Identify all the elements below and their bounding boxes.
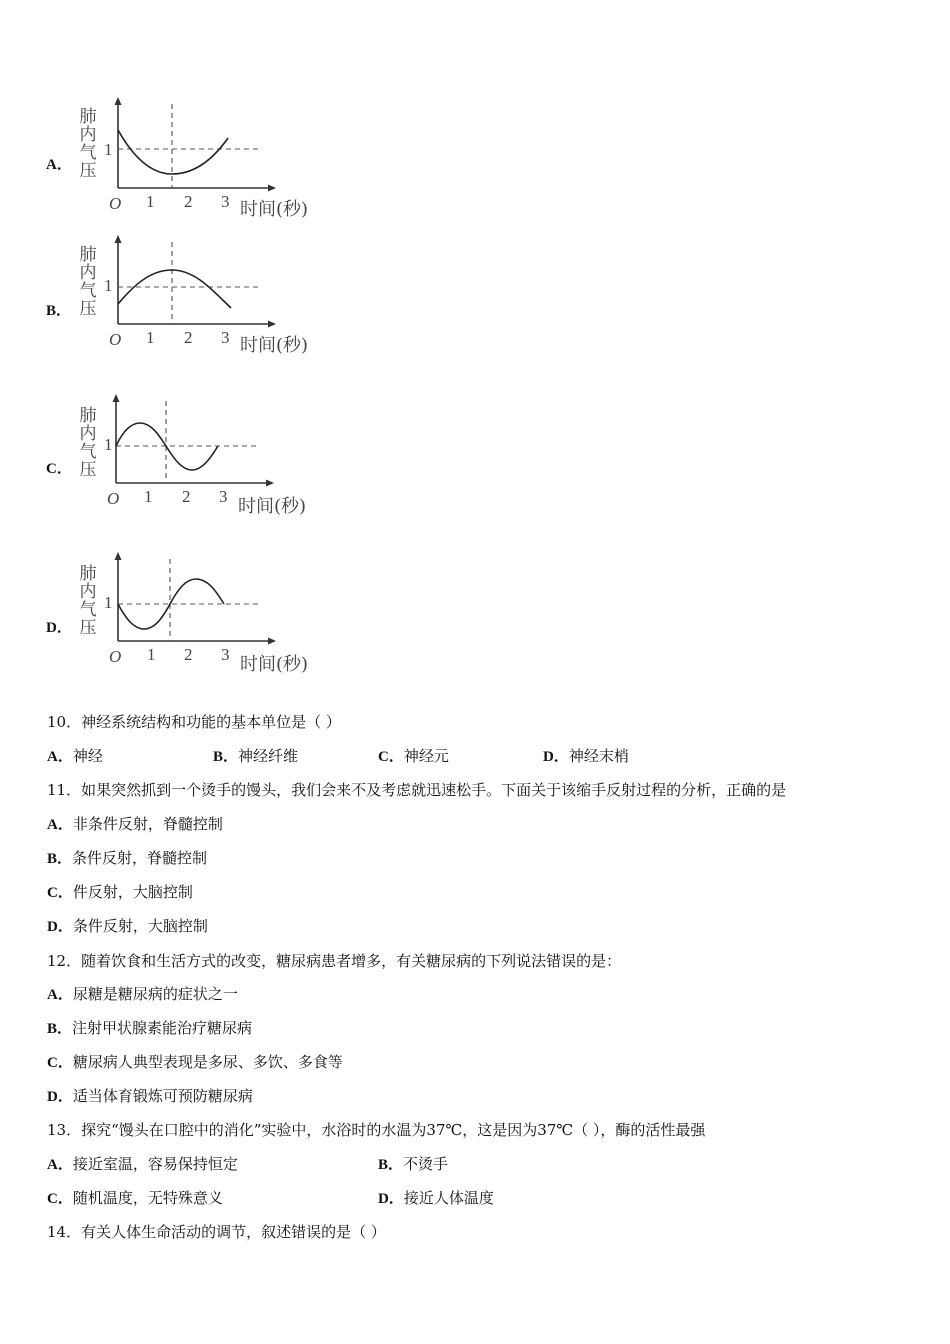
q10-option-c[interactable]: C．神经元 [378, 747, 449, 765]
y-axis-label: 肺 内 气 压 [79, 406, 97, 480]
option-letter: D． [46, 620, 72, 636]
x-tick-label: 3 [221, 328, 230, 347]
q12-option-b[interactable]: B．注射甲状腺素能治疗糖尿病 [47, 1019, 253, 1037]
q10-option-b[interactable]: B．神经纤维 [213, 747, 299, 765]
origin-label: O [107, 489, 120, 508]
q13-option-d[interactable]: D．接近人体温度 [378, 1189, 494, 1207]
origin-label: O [109, 647, 122, 666]
graph-plot [76, 551, 326, 651]
q11-option-b[interactable]: B．条件反射，脊髓控制 [47, 849, 208, 867]
graph-plot [76, 393, 326, 493]
pressure-graph [76, 234, 326, 356]
origin-label: O [109, 194, 122, 213]
y-tick-label: 1 [104, 140, 113, 159]
question-10-stem: 10．神经系统结构和功能的基本单位是（ ） [47, 713, 341, 731]
pressure-graph [76, 551, 326, 673]
y-axis-label: 肺 内 气 压 [79, 107, 97, 181]
question-13-stem: 13．探究“馒头在口腔中的消化”实验中，水浴时的水温为37℃，这是因为37℃（ ），酶的活性最强 [47, 1121, 706, 1139]
option-letter: C． [46, 461, 72, 477]
q10-option-d[interactable]: D．神经末梢 [543, 747, 629, 765]
option-letter: B． [46, 303, 72, 319]
q12-option-d[interactable]: D．适当体育锻炼可预防糖尿病 [47, 1087, 253, 1105]
q12-option-c[interactable]: C．糖尿病人典型表现是多尿、多饮、多食等 [47, 1053, 343, 1071]
x-axis-label: 时间(秒) [238, 496, 307, 517]
y-tick-label: 1 [104, 435, 113, 454]
pressure-graph [76, 393, 326, 515]
q13-option-b[interactable]: B．不烫手 [378, 1155, 449, 1173]
x-tick-label: 2 [182, 487, 191, 506]
q13-option-a[interactable]: A．接近室温，容易保持恒定 [47, 1155, 238, 1173]
q11-option-d[interactable]: D．条件反射，大脑控制 [47, 917, 208, 935]
x-tick-label: 1 [146, 192, 155, 211]
option-letter: A． [46, 157, 72, 173]
x-axis-label: 时间(秒) [240, 199, 309, 220]
q11-option-a[interactable]: A．非条件反射，脊髓控制 [47, 815, 223, 833]
origin-label: O [109, 330, 122, 349]
question-12-stem: 12．随着饮食和生活方式的改变，糖尿病患者增多，有关糖尿病的下列说法错误的是： [47, 952, 622, 970]
x-tick-label: 2 [184, 645, 193, 664]
x-tick-label: 3 [219, 487, 228, 506]
y-tick-label: 1 [104, 593, 113, 612]
graph-plot [76, 234, 326, 334]
x-tick-label: 3 [221, 645, 230, 664]
q12-option-a[interactable]: A．尿糖是糖尿病的症状之一 [47, 985, 238, 1003]
pressure-graph [76, 96, 326, 218]
q13-option-c[interactable]: C．随机温度，无特殊意义 [47, 1189, 223, 1207]
x-tick-label: 1 [147, 645, 156, 664]
x-tick-label: 1 [146, 328, 155, 347]
x-tick-label: 2 [184, 328, 193, 347]
x-tick-label: 3 [221, 192, 230, 211]
q10-option-a[interactable]: A．神经 [47, 747, 103, 765]
y-axis-label: 肺 内 气 压 [79, 564, 97, 638]
y-axis-label: 肺 内 气 压 [79, 245, 97, 319]
x-axis-label: 时间(秒) [240, 335, 309, 356]
y-tick-label: 1 [104, 276, 113, 295]
question-14-stem: 14．有关人体生命活动的调节，叙述错误的是（ ） [47, 1223, 386, 1241]
graph-plot [76, 96, 326, 196]
x-axis-label: 时间(秒) [240, 654, 309, 675]
q11-option-c[interactable]: C．件反射，大脑控制 [47, 883, 193, 901]
question-11-stem: 11．如果突然抓到一个烫手的馒头，我们会来不及考虑就迅速松手。下面关于该缩手反射过程的分析，正确的是 [47, 781, 787, 799]
x-tick-label: 2 [184, 192, 193, 211]
x-tick-label: 1 [144, 487, 153, 506]
